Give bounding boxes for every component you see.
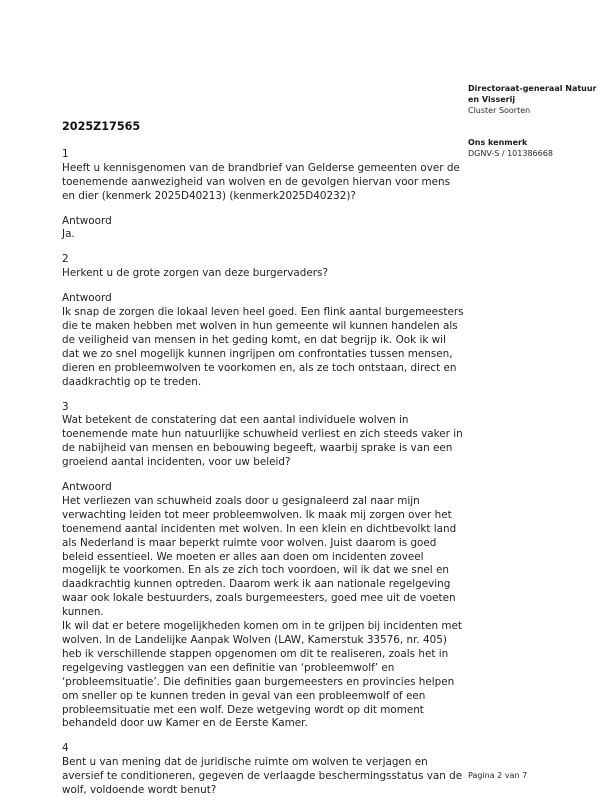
qa-block [62, 253, 464, 389]
cluster-name: Cluster Soorten [468, 105, 531, 115]
page-number: Pagina 2 van 7 [468, 771, 528, 780]
case-reference: 2025Z17565 [62, 120, 141, 133]
question-text: Bent u van mening dat de juridische ruimte om wolven te verjagen en aversief te conditioneren, gegeven de verlaagde beschermingsstatus van de wolf, voldoende wordt benut? [62, 756, 463, 797]
directorate-name: Directoraat-generaal Natuur en Visserij [468, 84, 597, 104]
main-text-column [62, 120, 464, 809]
answer-block [62, 292, 464, 389]
kenmerk-label: Ons kenmerk [468, 138, 528, 147]
question-text: Herkent u de grote zorgen van deze burgervaders? [62, 267, 328, 280]
answer-paragraph: Ik wil dat er betere mogelijkheden komen om in te grijpen bij incidenten met wolven. In de Landelijke Aanpak Wolven (LAW, Kamerstuk 33576, nr. 405) heb ik verschillende stappen opgenomen om dit te realiseren, zoals het in regelgeving vastleggen van een definitie van ‘probleemwolf’ en ‘probleemsituatie’. Die definities gaan burgemeesters en provincies helpen om sneller op te kunnen treden in geval van een probleemwolf of een probleemsituatie met een wolf. Deze wetgeving wordt op dit moment behandeld door uw Kamer en de Eerste Kamer. [62, 620, 462, 730]
answer-label: Antwoord [62, 481, 112, 494]
answer-block [62, 481, 464, 731]
answer-label: Antwoord [62, 292, 112, 305]
qa-list [62, 148, 464, 798]
kenmerk-block [468, 138, 602, 159]
qa-block [62, 401, 464, 732]
answer-block [62, 215, 464, 243]
answer-paragraph: Het verliezen van schuwheid zoals door u gesignaleerd zal naar mijn verwachting leiden tot meer probleemwolven. Ik maak mij zorgen over het toenemend aantal incidenten met wolven. In een klein en dichtbevolkt land als Nederland is maar beperkt ruimte voor wolven. Juist daarom is goed beleid essentieel. We moeten er alles aan doen om incidenten zoveel mogelijk te voorkomen. En als ze zich toch voordoen, wil ik dat we snel en daadkrachtig kunnen optreden. Daarom werk ik aan nationale regelgeving waar ook lokale bestuurders, zoals burgemeesters, goed mee uit de voeten kunnen. [62, 494, 457, 619]
question-number: 2 [62, 253, 69, 266]
question-number: 3 [62, 400, 69, 413]
kenmerk-value: DGNV-S / 101386668 [468, 148, 553, 158]
answer-paragraph: Ik snap de zorgen die lokaal leven heel goed. Een flink aantal burgemeesters die te maken hebben met wolven in hun gemeente wil kunnen handelen als de veiligheid van mensen in het geding komt, en dat begrijp ik. Ook ik wil dat we zo snel mogelijk kunnen ingrijpen om confrontaties tussen mensen, dieren en probleemwolven te voorkomen en, als ze toch ontstaan, direct en daadkrachtig op te treden. [62, 306, 464, 388]
answer-label: Antwoord [62, 214, 112, 227]
question-text: Wat betekent de constatering dat een aantal individuele wolven in toenemende mate hun natuurlijke schuwheid verliest en zich steeds vaker in de nabijheid van mensen en bebouwing begeeft, waarbij sprake is van een groeiend aantal incidenten, voor uw beleid? [62, 414, 463, 469]
question-text: Heeft u kennisgenomen van de brandbrief van Gelderse gemeenten over de toenemende aanwezigheid van wolven en de gevolgen hiervan voor mens en dier (kenmerk 2025D40213) (kenmerk2025D40232)? [62, 161, 460, 202]
qa-block [62, 148, 464, 242]
question-number: 1 [62, 147, 69, 160]
letterhead [468, 84, 602, 159]
question-number: 4 [62, 742, 69, 755]
answer-paragraph: Ja. [62, 228, 75, 241]
qa-block [62, 742, 464, 798]
